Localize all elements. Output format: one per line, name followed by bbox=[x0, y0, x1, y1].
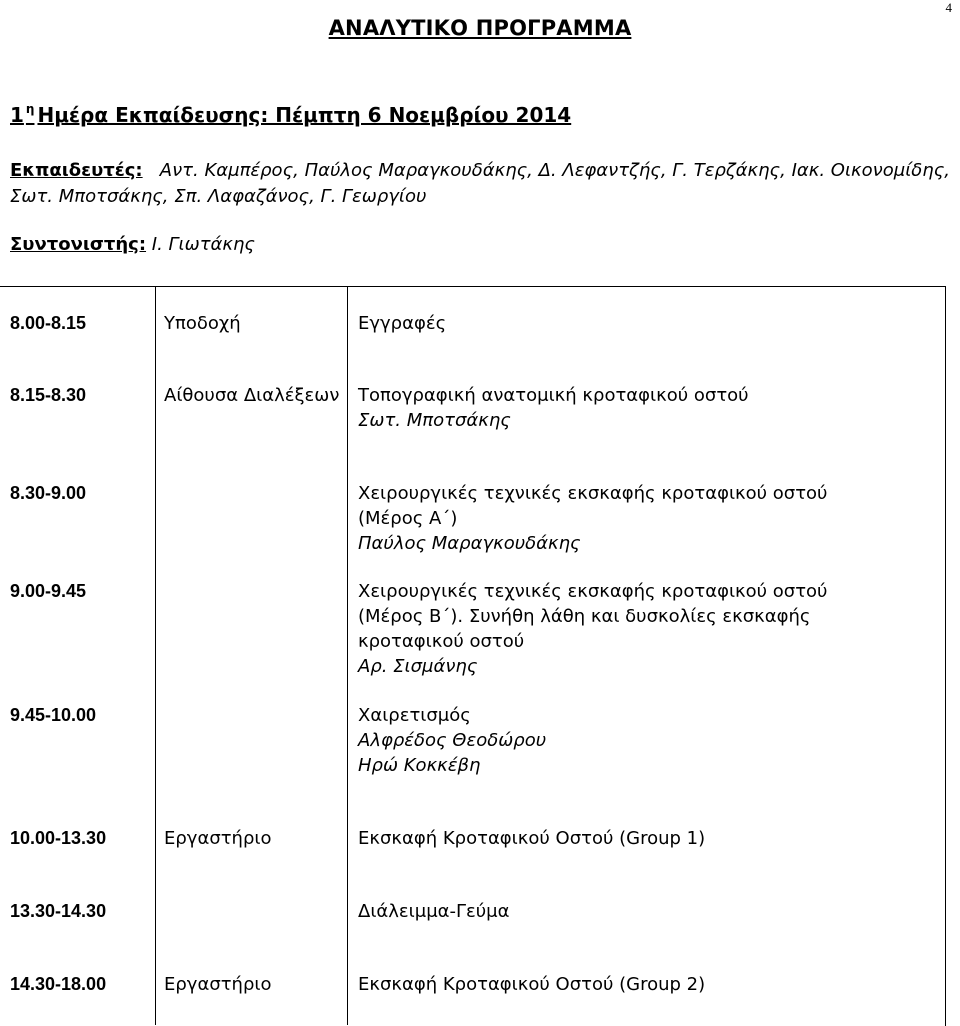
schedule-time: 13.30-14.30 bbox=[10, 901, 107, 921]
session-title-line: Εγγραφές bbox=[358, 313, 447, 334]
speaker-name: Ηρώ Κοκκέβη bbox=[358, 755, 481, 776]
trainers-names: Αντ. Καμπέρος, Παύλος Μαραγκουδάκης, Δ. Λεφαντζής, Γ. Τερζάκης, Ιακ. Οικονομίδης, Σωτ. Μποτσάκης, Σπ. Λαφαζάνος, Γ. Γεωργίου bbox=[10, 160, 950, 207]
schedule-description bbox=[358, 579, 827, 679]
speaker-name: Παύλος Μαραγκουδάκης bbox=[358, 533, 581, 554]
schedule-time: 9.00-9.45 bbox=[10, 581, 87, 601]
schedule-description bbox=[358, 703, 546, 778]
schedule-description bbox=[358, 311, 446, 336]
page-number: 4 bbox=[945, 0, 952, 15]
session-title-line: Τοπογραφική ανατομική κροταφικού οστού bbox=[358, 385, 749, 406]
trainers-label: Εκπαιδευτές: bbox=[10, 160, 143, 181]
schedule-description bbox=[358, 826, 705, 851]
column-divider-2 bbox=[347, 286, 348, 1025]
day-text: Ημέρα Εκπαίδευσης: Πέμπτη 6 Νοεμβρίου 2014 bbox=[37, 103, 572, 127]
day-heading bbox=[10, 102, 571, 127]
coordinator-line bbox=[10, 234, 255, 255]
schedule-description bbox=[358, 899, 510, 924]
schedule-place: Αίθουσα Διαλέξεων bbox=[164, 385, 340, 406]
schedule-description bbox=[358, 383, 749, 433]
column-divider-1 bbox=[155, 286, 156, 1025]
session-title-line: Χαιρετισμός bbox=[358, 705, 471, 726]
trainers-paragraph bbox=[10, 158, 950, 210]
schedule-place: Υποδοχή bbox=[164, 313, 241, 334]
coordinator-label: Συντονιστής: bbox=[10, 234, 147, 255]
session-title-line: Εκσκαφή Κροταφικού Οστού (Group 2) bbox=[358, 974, 706, 995]
schedule-time: 8.00-8.15 bbox=[10, 313, 87, 333]
day-ordinal-suffix: η bbox=[25, 102, 35, 116]
schedule-time: 14.30-18.00 bbox=[10, 974, 107, 994]
session-title-line: Χειρουργικές τεχνικές εκσκαφής κροταφικού οστού bbox=[358, 483, 828, 504]
speaker-name: Σωτ. Μποτσάκης bbox=[358, 410, 511, 431]
day-number: 1 bbox=[10, 103, 24, 127]
page-title: ΑΝΑΛΥΤΙΚΟ ΠΡΟΓΡΑΜΜΑ bbox=[328, 16, 632, 40]
schedule-place: Εργαστήριο bbox=[164, 828, 272, 849]
session-title-line: Χειρουργικές τεχνικές εκσκαφής κροταφικού οστού bbox=[358, 581, 828, 602]
schedule-description bbox=[358, 481, 827, 556]
session-title-line: κροταφικού οστού bbox=[358, 631, 525, 652]
session-title-line: Εκσκαφή Κροταφικού Οστού (Group 1) bbox=[358, 828, 706, 849]
schedule-time: 8.15-8.30 bbox=[10, 385, 87, 405]
session-title-line: (Μέρος Β΄). Συνήθη λάθη και δυσκολίες εκσκαφής bbox=[358, 606, 811, 627]
speaker-name: Αλφρέδος Θεοδώρου bbox=[358, 730, 547, 751]
speaker-name: Αρ. Σισμάνης bbox=[358, 656, 478, 677]
coordinator-name: Ι. Γιωτάκης bbox=[151, 234, 255, 255]
schedule-time: 9.45-10.00 bbox=[10, 705, 97, 725]
session-title-line: Διάλειμμα-Γεύμα bbox=[358, 901, 510, 922]
schedule-description bbox=[358, 972, 705, 997]
schedule-time: 10.00-13.30 bbox=[10, 828, 107, 848]
session-title-line: (Μέρος Α΄) bbox=[358, 508, 458, 529]
schedule-time: 8.30-9.00 bbox=[10, 483, 87, 503]
schedule-place: Εργαστήριο bbox=[164, 974, 272, 995]
